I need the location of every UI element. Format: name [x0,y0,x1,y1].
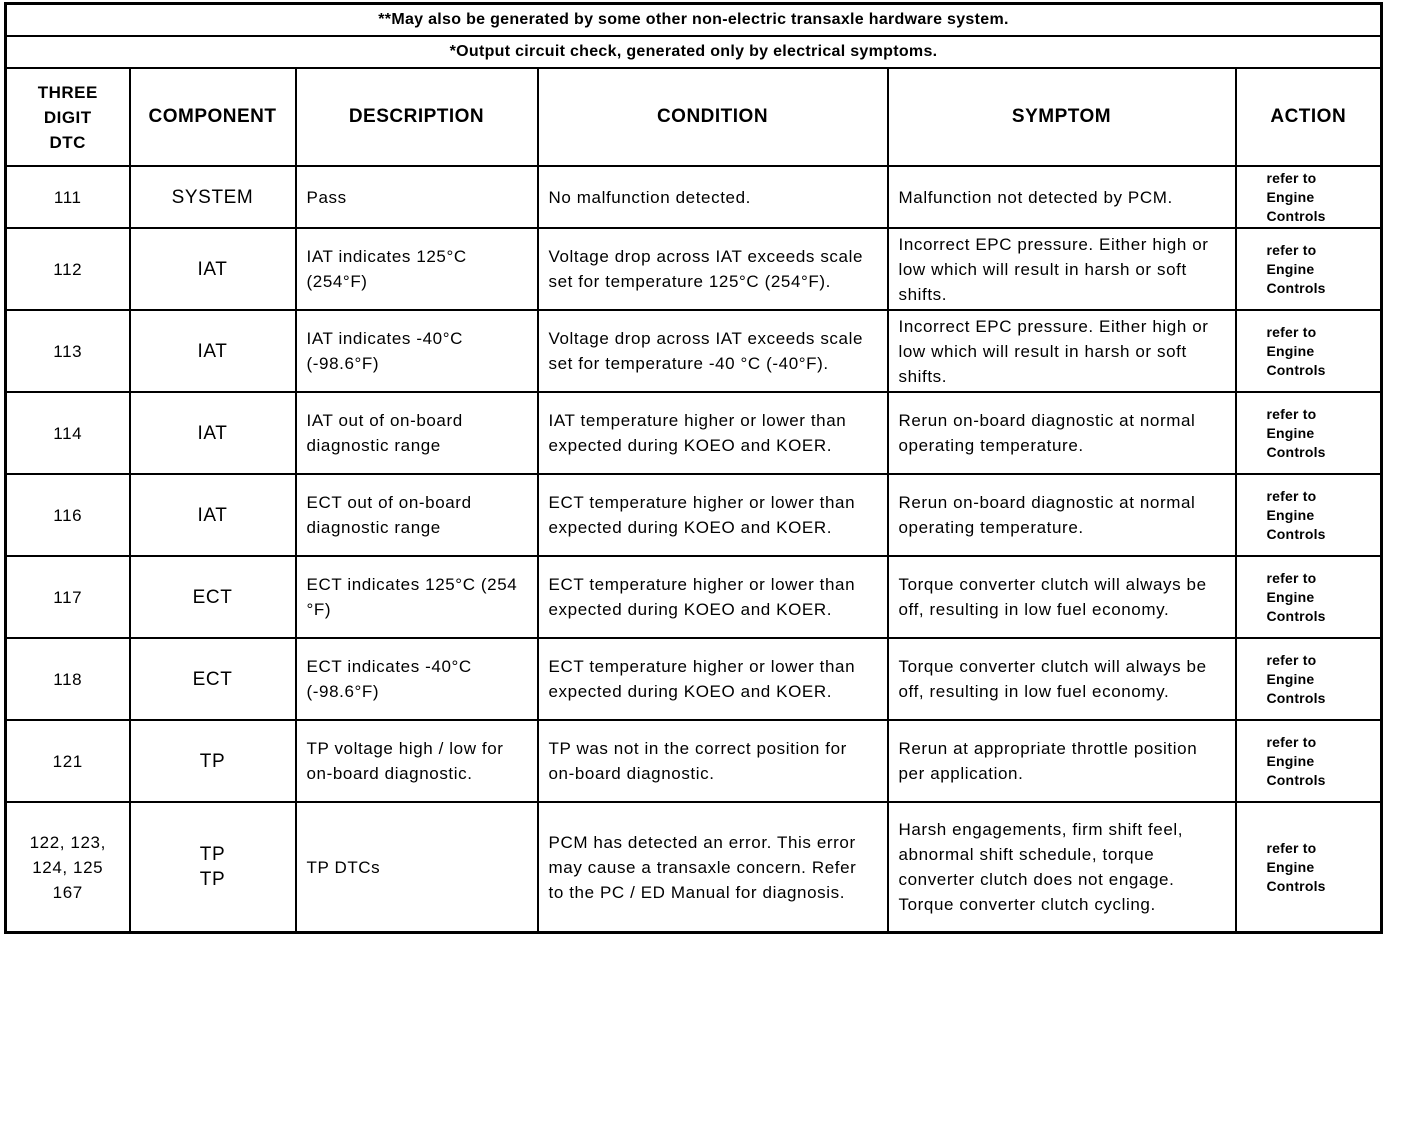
component-cell-line: TP [199,869,226,890]
table-row [6,166,1382,228]
component-cell-line: IAT [197,340,228,362]
header-condition: CONDITION [538,68,888,166]
symptom-cell: Incorrect EPC pressure. Either high or low which will result in harsh or soft shifts. [888,228,1236,310]
component-cell-line: IAT [197,504,228,526]
action-cell-line: Engine [1266,424,1315,441]
action-cell-line: refer to [1266,839,1317,856]
description-cell: TP voltage high / low for on-board diagnostic. [296,720,538,802]
condition-cell: IAT temperature higher or lower than expected during KOEO and KOER. [538,392,888,474]
note-row-1 [6,4,1382,37]
action-cell-line: refer to [1266,405,1317,422]
dtc-rows [6,166,1382,933]
table-row [6,474,1382,556]
description-cell: ECT out of on-board diagnostic range [296,474,538,556]
table-row [6,228,1382,310]
symptom-cell: Rerun on-board diagnostic at normal operating temperature. [888,392,1236,474]
dtc-code-cell [6,228,130,310]
component-cell [130,392,296,474]
symptom-cell: Torque converter clutch will always be off, resulting in low fuel economy. [888,638,1236,720]
dtc-code-cell-line: 112 [53,259,83,279]
action-cell-line: Controls [1266,207,1326,224]
action-cell-line: Controls [1266,525,1326,542]
condition-cell: ECT temperature higher or lower than expected during KOEO and KOER. [538,638,888,720]
dtc-code-cell [6,556,130,638]
action-cell-line: Engine [1266,506,1315,523]
table-row [6,392,1382,474]
dtc-code-cell-line: 118 [53,669,83,689]
action-cell [1236,392,1382,474]
action-cell [1236,802,1382,933]
action-cell-line: Controls [1266,443,1326,460]
action-cell [1236,228,1382,310]
component-cell-line: SYSTEM [171,186,254,208]
dtc-code-cell-line: 117 [53,587,83,607]
component-cell [130,228,296,310]
condition-cell: ECT temperature higher or lower than expected during KOEO and KOER. [538,556,888,638]
component-cell-line: ECT [192,586,233,608]
action-cell-line: Controls [1266,361,1326,378]
action-cell-line: refer to [1266,169,1317,186]
action-cell-line: Engine [1266,670,1315,687]
component-cell-line: TP [199,844,226,865]
dtc-code-cell [6,392,130,474]
action-cell-line: Controls [1266,771,1326,788]
dtc-code-cell-line: 121 [52,751,83,771]
action-cell-line: Engine [1266,342,1315,359]
description-cell: ECT indicates -40°C (-98.6°F) [296,638,538,720]
action-cell-line: refer to [1266,569,1317,586]
condition-cell: TP was not in the correct position for on-board diagnostic. [538,720,888,802]
dtc-code-cell [6,474,130,556]
header-symptom: SYMPTOM [888,68,1236,166]
component-cell-line: TP [199,750,226,772]
action-cell-line: Engine [1266,588,1315,605]
action-cell [1236,556,1382,638]
description-cell: IAT indicates -40°C (-98.6°F) [296,310,538,392]
symptom-cell: Incorrect EPC pressure. Either high or low which will result in harsh or soft shifts. [888,310,1236,392]
header-description: DESCRIPTION [296,68,538,166]
component-cell-line: IAT [197,422,228,444]
header-dtc-line: THREE [37,82,98,102]
action-cell-line: Engine [1266,752,1315,769]
component-cell [130,166,296,228]
component-cell [130,638,296,720]
dtc-code-cell [6,638,130,720]
table-row [6,720,1382,802]
description-cell: IAT indicates 125°C (254°F) [296,228,538,310]
header-action: ACTION [1236,68,1382,166]
component-cell [130,556,296,638]
symptom-cell: Rerun at appropriate throttle position per application. [888,720,1236,802]
symptom-cell: Malfunction not detected by PCM. [888,166,1236,228]
action-cell-line: Controls [1266,607,1326,624]
action-cell-line: Engine [1266,260,1315,277]
condition-cell: Voltage drop across IAT exceeds scale set for temperature 125°C (254°F). [538,228,888,310]
action-cell-line: refer to [1266,323,1317,340]
component-cell [130,802,296,933]
description-cell: Pass [296,166,538,228]
dtc-code-cell [6,310,130,392]
action-cell [1236,474,1382,556]
action-cell-line: Controls [1266,279,1326,296]
dtc-code-cell-line: 113 [53,341,83,361]
component-cell [130,310,296,392]
action-cell [1236,638,1382,720]
symptom-cell: Torque converter clutch will always be off, resulting in low fuel economy. [888,556,1236,638]
table-row [6,638,1382,720]
footnote-output-circuit: *Output circuit check, generated only by electrical symptoms. [6,36,1382,68]
symptom-cell: Rerun on-board diagnostic at normal operating temperature. [888,474,1236,556]
header-dtc-line: DTC [49,132,86,152]
action-cell [1236,310,1382,392]
condition-cell: Voltage drop across IAT exceeds scale set for temperature -40 °C (-40°F). [538,310,888,392]
description-cell: TP DTCs [296,802,538,933]
action-cell-line: refer to [1266,241,1317,258]
symptom-cell: Harsh engagements, firm shift feel, abnormal shift schedule, torque converter clutch does not engage. Torque converter clutch cycling. [888,802,1236,933]
dtc-code-cell [6,166,130,228]
dtc-chart-table [4,2,1383,934]
dtc-code-cell-line: 122, 123, [29,832,106,852]
component-cell [130,474,296,556]
footnote-nonelectric: **May also be generated by some other non-electric transaxle hardware system. [6,4,1382,37]
action-cell-line: refer to [1266,733,1317,750]
action-cell-line: Engine [1266,188,1315,205]
condition-cell: No malfunction detected. [538,166,888,228]
dtc-code-cell-line: 124, 125 [32,857,104,877]
header-dtc [6,68,130,166]
header-dtc-line: DIGIT [43,107,92,127]
dtc-code-cell [6,720,130,802]
condition-cell: PCM has detected an error. This error may cause a transaxle concern. Refer to the PC / ED Manual for diagnosis. [538,802,888,933]
note-row-2 [6,36,1382,68]
dtc-code-cell [6,802,130,933]
column-header-row [6,68,1382,166]
action-cell [1236,720,1382,802]
description-cell: ECT indicates 125°C (254 °F) [296,556,538,638]
component-cell-line: ECT [192,668,233,690]
description-cell: IAT out of on-board diagnostic range [296,392,538,474]
table-row [6,802,1382,933]
condition-cell: ECT temperature higher or lower than expected during KOEO and KOER. [538,474,888,556]
action-cell-line: refer to [1266,651,1317,668]
dtc-code-cell-line: 116 [53,505,83,525]
action-cell-line: Controls [1266,877,1326,894]
table-row [6,310,1382,392]
dtc-code-cell-line: 111 [53,187,82,207]
table-row [6,556,1382,638]
dtc-code-cell-line: 114 [53,423,83,443]
action-cell-line: Engine [1266,858,1315,875]
header-component: COMPONENT [130,68,296,166]
action-cell-line: refer to [1266,487,1317,504]
dtc-code-cell-line: 167 [52,882,83,902]
component-cell-line: IAT [197,258,228,280]
component-cell [130,720,296,802]
action-cell-line: Controls [1266,689,1326,706]
action-cell [1236,166,1382,228]
